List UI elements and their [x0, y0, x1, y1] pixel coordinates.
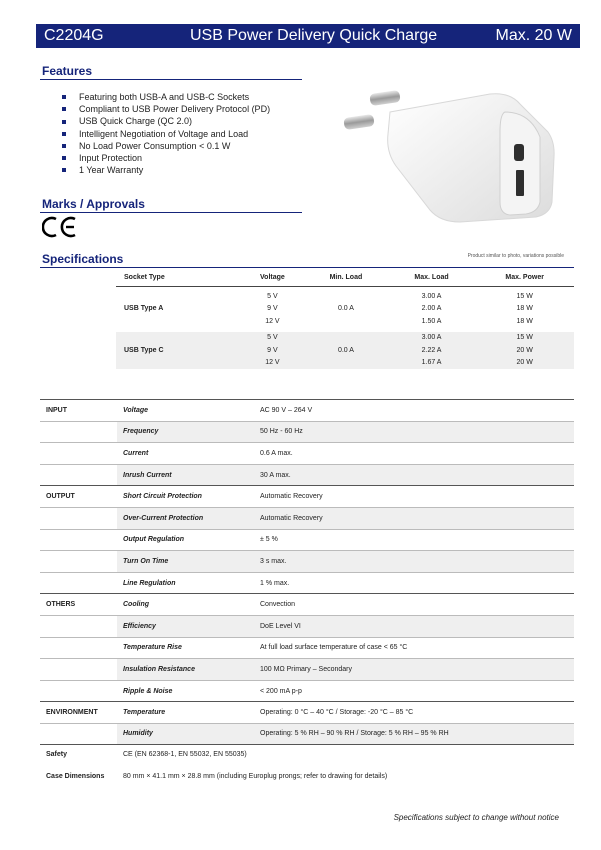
param-label: Over-Current Protection [117, 508, 254, 529]
technical-data-table [40, 399, 574, 745]
group-label: OTHERS [46, 601, 76, 609]
param-label: Line Regulation [123, 579, 176, 587]
marks-heading: Marks / Approvals [42, 197, 145, 211]
features-list [62, 91, 270, 176]
specifications-rule [40, 267, 574, 268]
features-heading: Features [42, 64, 93, 78]
group-label: INPUT [46, 406, 67, 414]
bullet-icon [62, 168, 66, 172]
param-value: 30 A max. [254, 465, 574, 486]
safety-row [40, 751, 574, 758]
case-dimensions-row [40, 773, 574, 780]
param-value: DoE Level VI [254, 616, 574, 637]
bullet-icon [62, 95, 66, 99]
case-dimensions-value: 80 mm × 41.1 mm × 28.8 mm (including Europlug prongs; refer to drawing for details) [123, 773, 388, 780]
param-label: Output Regulation [123, 536, 185, 544]
param-label: Ripple & Noise [123, 687, 173, 695]
product-title: USB Power Delivery Quick Charge [190, 27, 438, 44]
features-rule [40, 79, 302, 80]
col-socket-type: Socket Type [116, 270, 241, 286]
param-value: Automatic Recovery [254, 508, 574, 529]
param-value: 0.6 A max. [260, 449, 293, 457]
param-label: Humidity [117, 724, 254, 744]
table-row: 12 V 1.50 A 18 W [265, 317, 533, 325]
table-row [40, 399, 574, 421]
footer-note: Specifications subject to change without notice [393, 813, 559, 822]
case-dimensions-label: Case Dimensions [46, 773, 105, 780]
param-label: Temperature [123, 709, 166, 717]
param-value: < 200 mA p-p [260, 687, 302, 695]
param-value: At full load surface temperature of case < 65 °C [260, 644, 408, 652]
bullet-icon [62, 132, 66, 136]
feature-item: Compliant to USB Power Delivery Protocol (PD) [62, 103, 270, 115]
param-label: Insulation Resistance [117, 659, 254, 680]
title-bar [36, 24, 580, 48]
col-max-load: Max. Load [388, 270, 476, 286]
table-row [40, 701, 574, 723]
table-row [40, 593, 574, 615]
param-value: 50 Hz - 60 Hz [254, 422, 574, 443]
table-row: USB Type C 5 V 0.0 A 3.00 A 15 W [116, 332, 574, 345]
table-row: 12 V 1.67 A 20 W [116, 357, 574, 370]
bullet-icon [62, 107, 66, 111]
param-value: 3 s max. [254, 551, 574, 572]
charger-photo [340, 82, 560, 232]
table-row [40, 637, 574, 659]
table-row [40, 658, 574, 680]
table-row [40, 421, 574, 443]
feature-item: USB Quick Charge (QC 2.0) [62, 115, 270, 127]
param-label: Temperature Rise [123, 644, 182, 652]
safety-value: CE (EN 62368-1, EN 55032, EN 55035) [123, 751, 247, 758]
table-header-row [116, 270, 574, 286]
col-max-power: Max. Power [475, 270, 574, 286]
table-row: 9 V 2.00 A 18 W [267, 305, 533, 313]
param-value: ± 5 % [260, 536, 278, 544]
table-row [40, 680, 574, 702]
param-value: Operating: 5 % RH – 90 % RH / Storage: 5 % RH – 95 % RH [254, 724, 574, 744]
marks-rule [40, 212, 302, 213]
table-row: 9 V 2.22 A 20 W [116, 344, 574, 357]
max-power: Max. 20 W [495, 27, 572, 44]
table-row [40, 464, 574, 486]
socket-usb-c: USB Type C [116, 332, 241, 370]
param-label: Turn On Time [117, 551, 254, 572]
bullet-icon [62, 120, 66, 124]
ce-mark-icon [42, 216, 78, 238]
output-spec-table [116, 270, 574, 369]
table-row [40, 529, 574, 551]
feature-item: Featuring both USB-A and USB-C Sockets [62, 91, 270, 103]
table-row [40, 572, 574, 594]
bullet-icon [62, 144, 66, 148]
group-label: OUTPUT [46, 493, 75, 501]
param-label: Current [123, 449, 149, 457]
param-value: Convection [260, 601, 296, 609]
table-row [40, 615, 574, 637]
safety-label: Safety [46, 751, 68, 758]
param-value: AC 90 V – 264 V [260, 406, 313, 414]
param-label: Voltage [123, 406, 149, 414]
specifications-heading: Specifications [42, 252, 124, 266]
table-row [40, 485, 574, 507]
param-label: Short Circuit Protection [123, 493, 202, 501]
model-number: C2204G [44, 27, 104, 44]
table-row [40, 550, 574, 572]
feature-item: 1 Year Warranty [62, 164, 270, 176]
param-value: Automatic Recovery [260, 493, 323, 501]
table-row: USB Type A 5 V 0.0 A 3.00 A 15 W [116, 290, 574, 303]
product-note: Product similar to photo, variations possible [467, 253, 564, 259]
group-label: ENVIRONMENT [46, 709, 98, 717]
param-value: 1 % max. [260, 579, 290, 587]
param-label: Efficiency [117, 616, 254, 637]
feature-item: Intelligent Negotiation of Voltage and Load [62, 128, 270, 140]
feature-item: No Load Power Consumption < 0.1 W [62, 140, 270, 152]
table-row [40, 507, 574, 529]
table-row [40, 442, 574, 464]
param-value: Operating: 0 °C – 40 °C / Storage: -20 °C – 85 °C [260, 709, 414, 717]
col-voltage: Voltage [241, 270, 304, 286]
bullet-icon [62, 156, 66, 160]
feature-item: Input Protection [62, 152, 270, 164]
param-value: 100 MΩ Primary – Secondary [254, 659, 574, 680]
param-label: Inrush Current [117, 465, 254, 486]
param-label: Frequency [117, 422, 254, 443]
param-label: Cooling [123, 601, 150, 609]
col-min-load: Min. Load [304, 270, 388, 286]
table-row [40, 723, 574, 745]
socket-usb-a: USB Type A [124, 305, 164, 313]
